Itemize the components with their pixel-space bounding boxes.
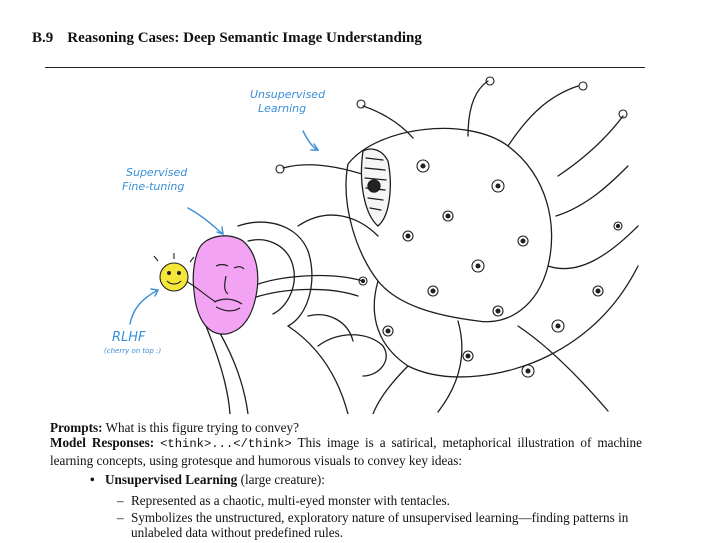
list-item: – Represented as a chaotic, multi-eyed monster with tentacles. bbox=[117, 493, 642, 508]
prompt-line bbox=[50, 420, 642, 435]
prompt-label: Prompts: bbox=[50, 420, 103, 435]
section-title: Reasoning Cases: Deep Semantic Image Understanding bbox=[67, 30, 422, 46]
list-item bbox=[90, 472, 642, 541]
list-item: – Symbolizes the unstructured, exploratory nature of unsupervised learning—finding patterns in unlabeled data without predefined rules. bbox=[117, 510, 642, 541]
shoggoth-figure bbox=[78, 76, 646, 414]
response-paragraph bbox=[50, 435, 642, 468]
response-label: Model Responses: bbox=[50, 435, 155, 451]
bullet-list bbox=[50, 472, 642, 541]
supervised-label-line2: Fine-tuning bbox=[122, 180, 185, 193]
bullet-suffix: (large creature): bbox=[240, 472, 325, 488]
rlhf-label: RLHF bbox=[112, 330, 146, 345]
section-heading bbox=[32, 30, 422, 47]
sub-bullet-list bbox=[105, 493, 642, 541]
rlhf-note: (cherry on top :) bbox=[104, 347, 162, 355]
response-intro: This image is a satirical, metaphorical illustration of machine learning concepts, using grotesque and humorous visuals to convey key ideas: bbox=[50, 435, 643, 468]
supervised-head bbox=[193, 236, 258, 334]
think-code: <think>...</think> bbox=[160, 437, 292, 452]
rlhf-arrow bbox=[130, 290, 158, 324]
response-text bbox=[50, 420, 642, 543]
supervised-label-line1: Supervised bbox=[126, 166, 188, 179]
supervised-arrow bbox=[188, 208, 223, 234]
unsupervised-label-line2: Learning bbox=[258, 102, 307, 115]
prompt-text: What is this figure trying to convey? bbox=[105, 420, 299, 435]
header-rule bbox=[45, 67, 645, 68]
unsupervised-creature bbox=[206, 77, 638, 414]
unsupervised-label-line1: Unsupervised bbox=[250, 88, 326, 101]
bullet-title: Unsupervised Learning bbox=[105, 472, 238, 488]
section-number: B.9 bbox=[32, 30, 54, 46]
